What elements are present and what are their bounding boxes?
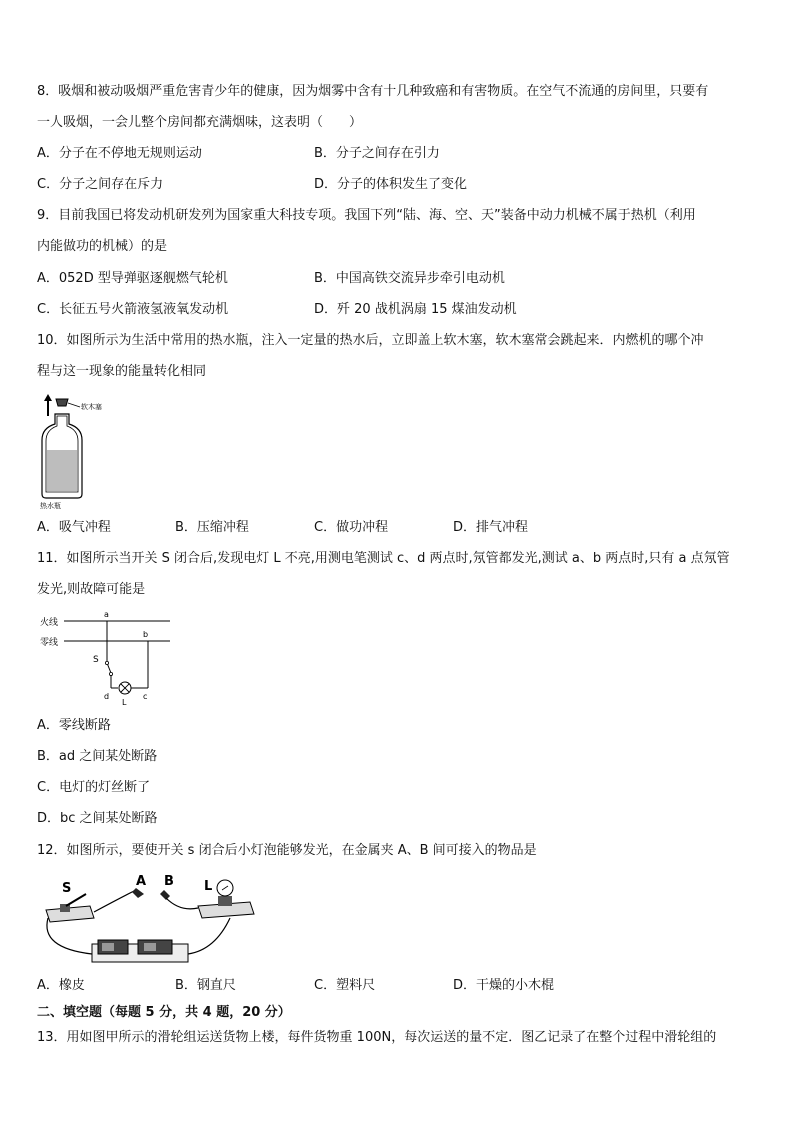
label-thermos: 热水瓶 [40,502,61,510]
label-clip-b: B [164,874,174,889]
q12-option-d: D．干燥的小木棍 [453,978,555,993]
q10-option-a: A．吸气冲程 [37,520,111,535]
q9-stem-line1: 9．目前我国已将发动机研发列为国家重大科技专项。我国下列“陆、海、空、天”装备中动力机械不属于热机（利用 [37,208,696,223]
q9-option-a: A．052D 型导弹驱逐舰燃气轮机 [37,271,228,286]
label-fig-lamp-l: L [204,879,213,894]
q9-stem-line2: 内能做功的机械）的是 [37,239,168,254]
q10-stem-line2: 程与这一现象的能量转化相同 [37,364,207,379]
label-lamp-l: L [122,698,127,707]
q11-stem-line1: 11．如图所示当开关 S 闭合后,发现电灯 L 不亮,用测电笔测试 c、d 两点时,氖管都发光,测试 a、b 两点时,只有 a 点氖管 [37,551,730,566]
section-heading-fill-in: 二、填空题（每题 5 分，共 4 题，20 分） [37,1005,291,1020]
clip-circuit-figure [40,868,260,972]
q10-option-c: C．做功冲程 [314,520,389,535]
q8-option-c: C．分子之间存在斥力 [37,177,164,192]
q9-option-d: D．歼 20 战机涡扇 15 煤油发动机 [314,302,517,317]
q12-option-c: C．塑料尺 [314,978,376,993]
q8-option-b: B．分子之间存在引力 [314,146,440,161]
q8-option-a: A．分子在不停地无规则运动 [37,146,202,161]
q9-option-c: C．长征五号火箭液氢液氧发动机 [37,302,229,317]
q8-option-d: D．分子的体积发生了变化 [314,177,468,192]
label-point-d: d [104,692,110,701]
q10-option-b: B．压缩冲程 [175,520,249,535]
label-live-wire: 火线 [40,618,59,628]
label-cork: 软木塞 [81,403,102,411]
q9-option-b: B．中国高铁交流异步牵引电动机 [314,271,505,286]
label-fig-switch-s: S [62,881,72,896]
label-switch-s: S [93,655,99,665]
label-point-a: a [104,610,109,619]
thermos-figure [38,394,118,512]
q8-stem-line1: 8．吸烟和被动吸烟严重危害青少年的健康，因为烟雾中含有十几种致癌和有害物质。在空气不流通的房间里，只要有 [37,84,709,99]
q13-stem-line1: 13．用如图甲所示的滑轮组运送货物上楼，每件货物重 100N，每次运送的量不定．图乙记录了在整个过程中滑轮组的 [37,1030,717,1045]
q11-option-b: B．ad 之间某处断路 [37,749,158,764]
label-point-b: b [143,630,149,639]
q11-option-c: C．电灯的灯丝断了 [37,780,151,795]
label-point-c: c [143,692,148,701]
q11-option-a: A．零线断路 [37,718,111,733]
circuit-figure [38,608,173,708]
label-neutral-wire: 零线 [40,638,59,648]
q11-option-d: D．bc 之间某处断路 [37,811,158,826]
q12-option-a: A．橡皮 [37,978,85,993]
label-clip-a: A [136,874,147,889]
q12-stem-line1: 12．如图所示，要使开关 s 闭合后小灯泡能够发光，在金属夹 A、B 间可接入的物品是 [37,843,537,858]
q12-option-b: B．钢直尺 [175,978,236,993]
q10-option-d: D．排气冲程 [453,520,529,535]
q10-stem-line1: 10．如图所示为生活中常用的热水瓶，注入一定量的热水后，立即盖上软木塞，软木塞常会跳起来．内燃机的哪个冲 [37,333,704,348]
q11-stem-line2: 发光,则故障可能是 [37,582,146,597]
q8-stem-line2: 一人吸烟，一会儿整个房间都充满烟味，这表明（ ） [37,115,363,130]
